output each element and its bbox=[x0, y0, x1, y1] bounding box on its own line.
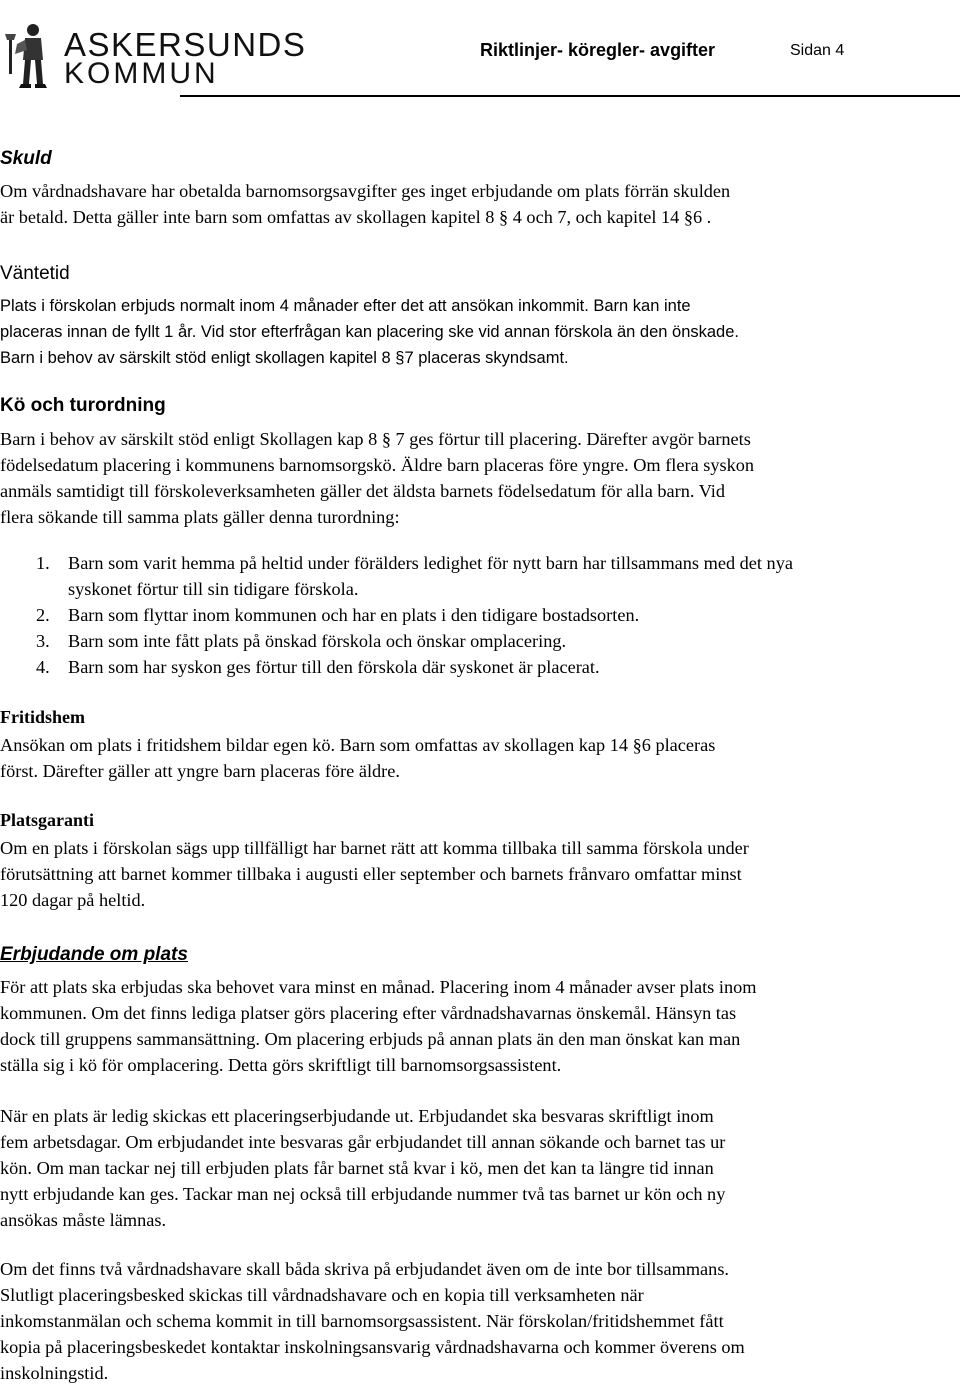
brand-line-2: KOMMUN bbox=[64, 57, 219, 90]
text-line: Om en plats i förskolan sägs upp tillfälligt har barnet rätt att komma tillbaka till samma förskola under bbox=[0, 838, 749, 858]
paragraph-erbjudande-2 bbox=[0, 1103, 955, 1233]
list-number: 4. bbox=[36, 657, 50, 677]
text-line: anmäls samtidigt till förskoleverksamheten gäller det äldsta barnets födelsedatum för alla barn. Vid bbox=[0, 481, 726, 501]
paragraph-skuld bbox=[0, 178, 955, 230]
paragraph-fritidshem bbox=[0, 732, 955, 784]
text-line: syskonet förtur till sin tidigare förskola. bbox=[68, 579, 359, 599]
text-line: 120 dagar på heltid. bbox=[0, 890, 146, 910]
text-line: nytt erbjudande kan ges. Tackar man nej också till erbjudande nummer två tas barnet ur kön och ny bbox=[0, 1184, 726, 1204]
text-line: För att plats ska erbjudas ska behovet vara minst en månad. Placering inom 4 månader avser plats inom bbox=[0, 977, 757, 997]
text-line: ansökas måste lämnas. bbox=[0, 1210, 167, 1230]
text-line: Barn som har syskon ges förtur till den förskola där syskonet är placerat. bbox=[68, 657, 600, 677]
text-line: Om vårdnadshavare har obetalda barnomsorgsavgifter ges inget erbjudande om plats förrän skulden bbox=[0, 181, 731, 201]
text-line: inskolningstid. bbox=[0, 1363, 109, 1383]
heading-ko-och-turordning: Kö och turordning bbox=[0, 395, 166, 416]
text-line: kommunen. Om det finns lediga platser görs placering efter vårdnadshavarnas önskemål. Hänsyn tas bbox=[0, 1003, 737, 1023]
list-number: 3. bbox=[36, 631, 50, 651]
page-header bbox=[0, 0, 960, 100]
paragraph-platsgaranti bbox=[0, 835, 955, 913]
text-line: först. Därefter gäller att yngre barn placeras före äldre. bbox=[0, 761, 400, 781]
text-line: dock till gruppens sammansättning. Om placering erbjuds på annan plats än den man önskat kan man bbox=[0, 1029, 741, 1049]
document-title: Riktlinjer- köregler- avgifter bbox=[480, 40, 716, 60]
heading-skuld: Skuld bbox=[0, 148, 52, 169]
text-line: Barn som varit hemma på heltid under förälders ledighet för nytt barn har tillsammans med det nya bbox=[68, 553, 793, 573]
text-line: förutsättning att barnet kommer tillbaka i augusti eller september och barnets frånvaro omfattar minst bbox=[0, 864, 742, 884]
text-line: kopia på placeringsbeskedet kontaktar inskolningsansvarig vårdnadshavarna och kommer överens om bbox=[0, 1337, 745, 1357]
brand-line-1: ASKERSUNDS bbox=[64, 26, 307, 63]
paragraph-vantetid bbox=[0, 293, 955, 371]
municipal-crest-icon bbox=[3, 20, 55, 92]
text-line: Ansökan om plats i fritidshem bildar egen kö. Barn som omfattas av skollagen kap 14 §6 placeras bbox=[0, 735, 716, 755]
list-number: 2. bbox=[36, 605, 50, 625]
heading-fritidshem: Fritidshem bbox=[0, 707, 85, 727]
text-line: flera sökande till samma plats gäller denna turordning: bbox=[0, 507, 400, 527]
text-line: Om det finns två vårdnadshavare skall båda skriva på erbjudandet även om de inte bor tillsammans. bbox=[0, 1259, 730, 1279]
text-line: kön. Om man tackar nej till erbjuden plats får barnet stå kvar i kö, men det kan ta längre tid innan bbox=[0, 1158, 714, 1178]
paragraph-erbjudande-3 bbox=[0, 1256, 955, 1386]
text-line: Slutligt placeringsbesked skickas till vårdnadshavare och en kopia till verksamheten när bbox=[0, 1285, 644, 1305]
text-line: Plats i förskolan erbjuds normalt inom 4 månader efter det att ansökan inkommit. Barn kan inte bbox=[0, 297, 691, 315]
list-item bbox=[0, 550, 793, 602]
heading-vantetid: Väntetid bbox=[0, 263, 70, 284]
text-line: ställa sig i kö för omplacering. Detta görs skriftligt till barnomsorgsassistent. bbox=[0, 1055, 562, 1075]
list-item bbox=[0, 654, 793, 680]
text-line: är betald. Detta gäller inte barn som omfattas av skollagen kapitel 8 § 4 och 7, och kapitel 14 §6 . bbox=[0, 207, 712, 227]
text-line: placeras innan de fyllt 1 år. Vid stor efterfrågan kan placering ske vid annan förskola än den önskade. bbox=[0, 323, 739, 341]
list-item bbox=[0, 628, 793, 654]
text-line: När en plats är ledig skickas ett placeringserbjudande ut. Erbjudandet ska besvaras skriftligt inom bbox=[0, 1106, 714, 1126]
text-line: Barn som flyttar inom kommunen och har en plats i den tidigare bostadsorten. bbox=[68, 605, 640, 625]
text-line: Barn i behov av särskilt stöd enligt skollagen kapitel 8 §7 placeras skyndsamt. bbox=[0, 349, 569, 367]
text-line: inkomstanmälan och schema kommit in till barnomsorgsassistent. När förskolan/fritidshemmet fått bbox=[0, 1311, 724, 1331]
paragraph-erbjudande-1 bbox=[0, 974, 955, 1078]
turordning-list bbox=[0, 550, 793, 680]
header-rule bbox=[180, 95, 960, 97]
list-number: 1. bbox=[36, 553, 50, 573]
heading-erbjudande: Erbjudande om plats bbox=[0, 944, 188, 965]
text-line: födelsedatum placering i kommunens barnomsorgskö. Äldre barn placeras före yngre. Om flera syskon bbox=[0, 455, 755, 475]
text-line: Barn som inte fått plats på önskad förskola och önskar omplacering. bbox=[68, 631, 567, 651]
page-number: Sidan 4 bbox=[790, 42, 845, 59]
text-line: fem arbetsdagar. Om erbjudandet inte besvaras går erbjudandet till annan sökande och barnet tas ur bbox=[0, 1132, 726, 1152]
heading-platsgaranti: Platsgaranti bbox=[0, 810, 94, 830]
paragraph-ko bbox=[0, 426, 955, 530]
text-line: Barn i behov av särskilt stöd enligt Skollagen kap 8 § 7 ges förtur till placering. Därefter avgör barnets bbox=[0, 429, 751, 449]
list-item bbox=[0, 602, 793, 628]
brand-name bbox=[64, 28, 306, 89]
